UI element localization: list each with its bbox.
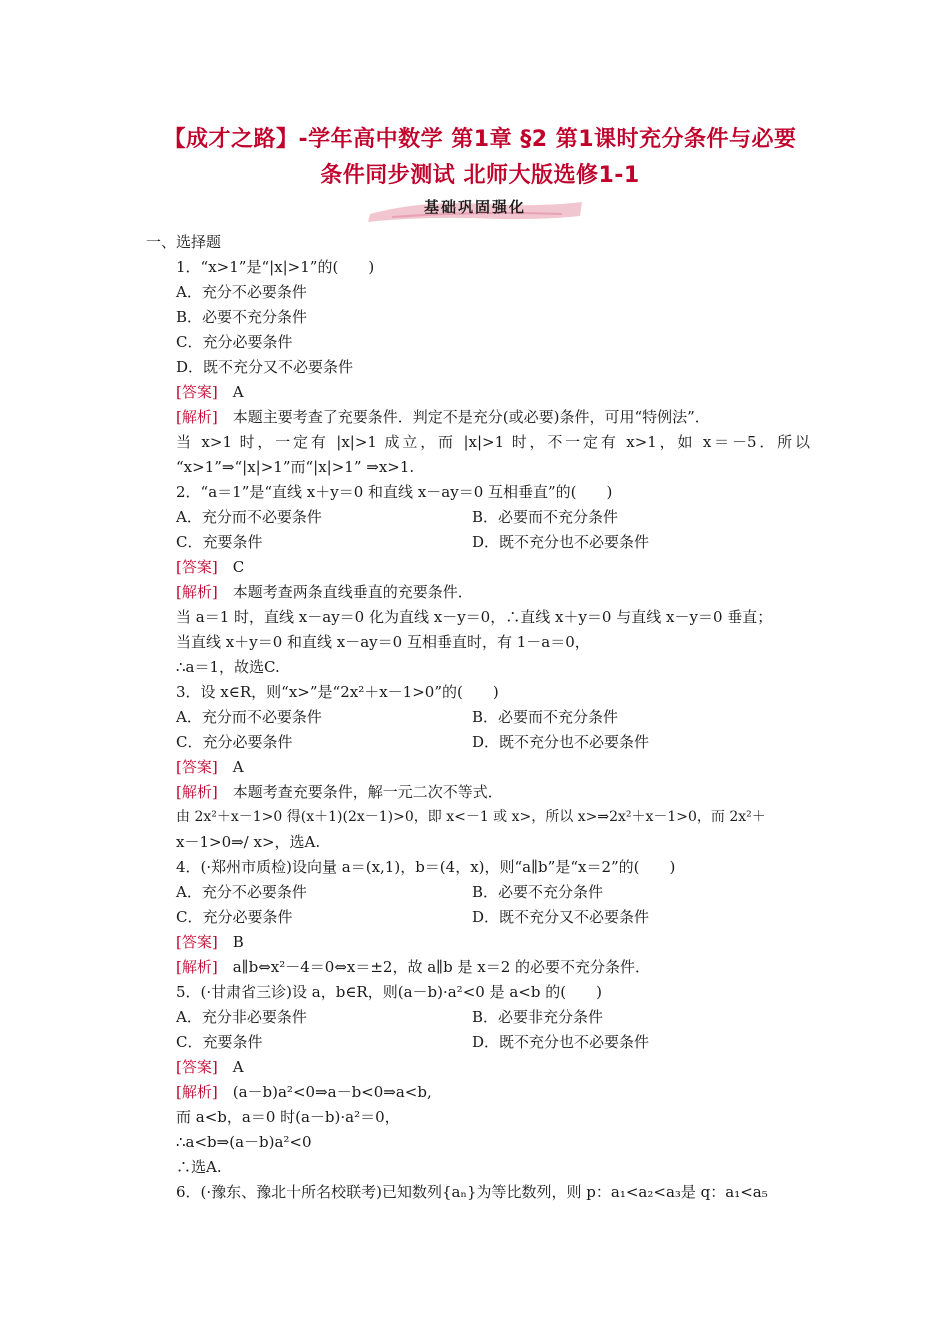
question-3-option-c: C．充分必要条件 — [176, 733, 293, 751]
question-5-analysis — [176, 1080, 432, 1105]
question-2-analysis — [176, 580, 473, 605]
analysis-text: 本题考查两条直线垂直的充要条件． — [232, 583, 473, 601]
question-3-answer — [176, 755, 244, 780]
answer-value: A — [232, 383, 244, 401]
question-1-stem: 1．“x>1”是“|x|>1”的( ) — [176, 258, 375, 276]
question-6-stem: 6．(·豫东、豫北十所名校联考)已知数列{aₙ}为等比数列，则 p：a₁<a₂<a₃是 q：a₁<a₅ — [176, 1183, 768, 1201]
analysis-tag: [解析] — [176, 1083, 218, 1101]
question-2-answer — [176, 555, 244, 580]
answer-value: B — [232, 933, 244, 951]
question-5-stem: 5．(·甘肃省三诊)设 a，b∈R，则(a－b)·a²<0 是 a<b 的( ) — [176, 983, 602, 1001]
analysis-text: a∥b⇔x²－4＝0⇔x＝±2，故 a∥b 是 x＝2 的必要不充分条件． — [232, 958, 651, 976]
analysis-text: 本题考查充要条件，解一元二次不等式． — [232, 783, 503, 801]
question-5-option-b: B．必要非充分条件 — [472, 1008, 604, 1026]
question-2-option-d: D．既不充分也不必要条件 — [472, 533, 650, 551]
question-3-stem: 3．设 x∈R，则“x>”是“2x²＋x－1>0”的( ) — [176, 683, 499, 701]
document-title-line-1: 【成才之路】-学年高中数学 第1章 §2 第1课时充分条件与必要 — [163, 127, 797, 152]
analysis-line: “x>1”⇒“|x|>1”而“|x|>1” ⇒x>1. — [176, 458, 415, 476]
analysis-line: 当直线 x＋y＝0 和直线 x－ay＝0 互相垂直时，有 1－a＝0， — [176, 633, 590, 651]
question-1-option-a: A．充分不必要条件 — [176, 283, 307, 301]
question-4-option-c: C．充分必要条件 — [176, 908, 293, 926]
question-1-option-c: C．充分必要条件 — [176, 333, 293, 351]
answer-tag: [答案] — [176, 758, 218, 776]
analysis-line: 当 a＝1 时，直线 x－ay＝0 化为直线 x－y＝0，∴直线 x＋y＝0 与直线 x－y＝0 垂直； — [176, 608, 773, 626]
question-5-option-d: D．既不充分也不必要条件 — [472, 1033, 650, 1051]
analysis-tag: [解析] — [176, 408, 218, 426]
analysis-line: 而 a<b，a＝0 时(a－b)·a²＝0， — [176, 1108, 400, 1126]
question-4-stem: 4．(·郑州市质检)设向量 a＝(x,1)，b＝(4，x)，则“a∥b”是“x＝2”的( ) — [176, 858, 676, 876]
question-1-answer — [176, 380, 244, 405]
question-4-option-d: D．既不充分又不必要条件 — [472, 908, 650, 926]
answer-value: A — [232, 1058, 244, 1076]
analysis-text: 本题主要考查了充要条件．判定不是充分(或必要)条件，可用“特例法”． — [232, 408, 710, 426]
question-3-option-a: A．充分而不必要条件 — [176, 708, 322, 726]
analysis-text: (a－b)a²<0⇒a－b<0⇒a<b, — [232, 1083, 432, 1101]
question-3-analysis — [176, 780, 503, 805]
question-3-option-d: D．既不充分也不必要条件 — [472, 733, 650, 751]
question-5-answer — [176, 1055, 244, 1080]
question-4-option-a: A．充分不必要条件 — [176, 883, 307, 901]
question-2-option-b: B．必要而不充分条件 — [472, 508, 619, 526]
analysis-line: ∴a<b⇒(a－b)a²<0 — [176, 1133, 312, 1151]
analysis-line: 当 x>1 时，一定有 |x|>1 成立，而 |x|>1 时，不一定有 x>1，如 x＝－5．所以 — [176, 433, 810, 451]
question-1-analysis — [176, 405, 710, 430]
question-3-option-b: B．必要而不充分条件 — [472, 708, 619, 726]
answer-tag: [答案] — [176, 933, 218, 951]
answer-tag: [答案] — [176, 383, 218, 401]
analysis-line: x－1>0⇒/ x>，选A. — [176, 833, 321, 851]
question-5-option-a: A．充分非必要条件 — [176, 1008, 307, 1026]
section-heading: 一、选择题 — [146, 233, 222, 251]
question-2-option-c: C．充要条件 — [176, 533, 263, 551]
analysis-tag: [解析] — [176, 958, 218, 976]
analysis-tag: [解析] — [176, 783, 218, 801]
answer-value: A — [232, 758, 244, 776]
question-4-analysis — [176, 955, 650, 980]
question-1-option-b: B．必要不充分条件 — [176, 308, 308, 326]
analysis-line: 由 2x²＋x－1>0 得(x＋1)(2x－1)>0，即 x<－1 或 x>，所以 x>⇒2x²＋x－1>0，而 2x²＋ — [176, 809, 766, 825]
document-title-line-2: 条件同步测试 北师大版选修1-1 — [320, 163, 640, 188]
banner-label: 基础巩固强化 — [423, 198, 526, 216]
question-1-option-d: D．既不充分又不必要条件 — [176, 358, 354, 376]
question-5-option-c: C．充要条件 — [176, 1033, 263, 1051]
answer-tag: [答案] — [176, 1058, 218, 1076]
question-4-answer — [176, 930, 244, 955]
section-banner — [362, 194, 588, 224]
answer-tag: [答案] — [176, 558, 218, 576]
analysis-tag: [解析] — [176, 583, 218, 601]
question-2-option-a: A．充分而不必要条件 — [176, 508, 322, 526]
question-2-stem: 2．“a＝1”是“直线 x＋y＝0 和直线 x－ay＝0 互相垂直”的( ) — [176, 483, 613, 501]
question-4-option-b: B．必要不充分条件 — [472, 883, 604, 901]
analysis-line: ∴选A. — [176, 1158, 222, 1176]
answer-value: C — [232, 558, 245, 576]
analysis-line: ∴a＝1，故选C. — [176, 658, 280, 676]
